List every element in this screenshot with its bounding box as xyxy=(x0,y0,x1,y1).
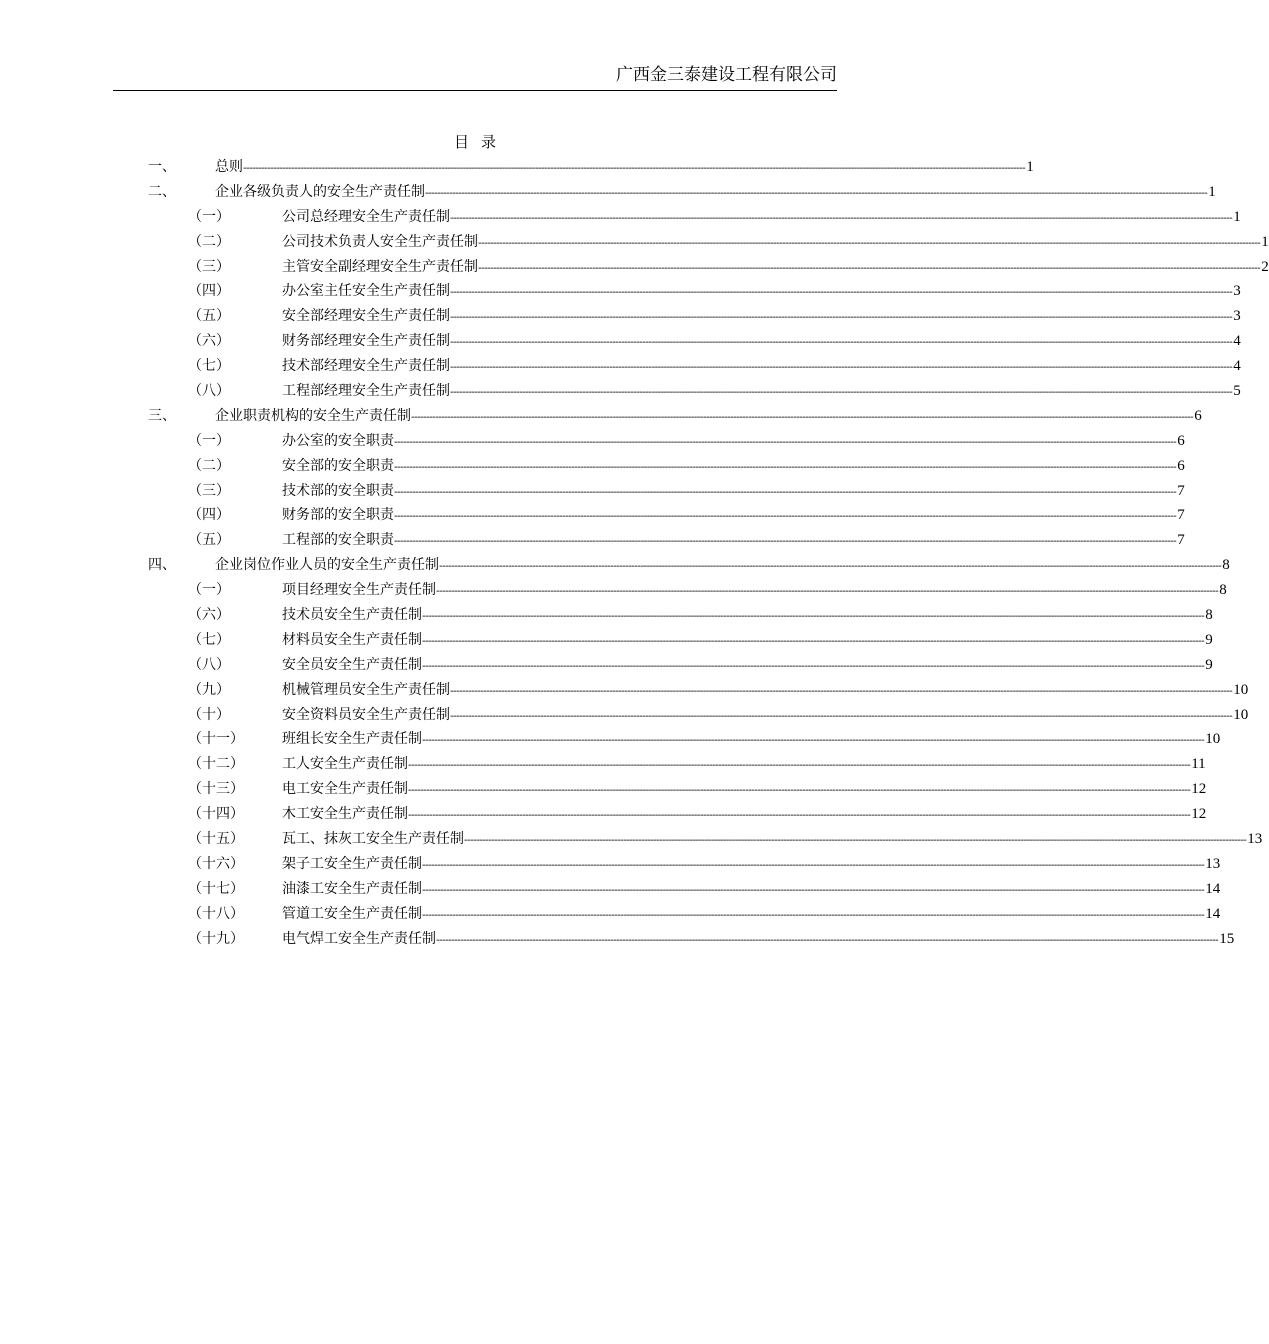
toc-entry-title: 财务部的安全职责 xyxy=(282,507,394,524)
toc-dot-leader: -------------------------------------------------------------------------------------------------------------------------------------------------------------------------------------------------------------------------------------------------------------------- xyxy=(243,163,1026,174)
toc-entry-title: 技术员安全生产责任制 xyxy=(282,607,422,624)
toc-entry-page-number: 1 xyxy=(1026,159,1034,175)
toc-entry[interactable] xyxy=(148,454,1185,479)
toc-dot-leader: -------------------------------------------------------------------------------------------------------------------------------------------------------------------------------------------------------------------------------------------------------------------- xyxy=(394,536,1177,548)
toc-entry[interactable] xyxy=(148,180,1216,205)
toc-dot-leader: -------------------------------------------------------------------------------------------------------------------------------------------------------------------------------------------------------------------------------------------------------------------- xyxy=(450,312,1233,324)
toc-dot-leader: -------------------------------------------------------------------------------------------------------------------------------------------------------------------------------------------------------------------------------------------------------------------- xyxy=(450,337,1233,349)
toc-entry-page-number: 15 xyxy=(1219,930,1235,947)
toc-entry-number: （七） xyxy=(188,358,230,375)
toc-entry[interactable] xyxy=(148,279,1241,304)
company-name: 广西金三泰建设工程有限公司 xyxy=(616,65,837,85)
toc-entry-number: 四、 xyxy=(148,557,176,574)
toc-entry[interactable] xyxy=(148,404,1202,429)
toc-entry-number: （十六） xyxy=(188,855,244,872)
toc-dot-leader: -------------------------------------------------------------------------------------------------------------------------------------------------------------------------------------------------------------------------------------------------------------------- xyxy=(422,859,1205,871)
toc-entry-number: （十） xyxy=(188,706,230,723)
toc-entry-page-number: 1 xyxy=(1233,208,1241,225)
toc-entry-number: （一） xyxy=(188,208,230,225)
toc-dot-leader: -------------------------------------------------------------------------------------------------------------------------------------------------------------------------------------------------------------------------------------------------------------------- xyxy=(422,611,1205,623)
toc-dot-leader: -------------------------------------------------------------------------------------------------------------------------------------------------------------------------------------------------------------------------------------------------------------------- xyxy=(478,237,1261,249)
toc-dot-leader: -------------------------------------------------------------------------------------------------------------------------------------------------------------------------------------------------------------------------------------------------------------------- xyxy=(450,362,1233,374)
toc-entry-page-number: 10 xyxy=(1233,706,1249,723)
toc-entry-page-number: 8 xyxy=(1222,557,1230,574)
toc-dot-leader: -------------------------------------------------------------------------------------------------------------------------------------------------------------------------------------------------------------------------------------------------------------------- xyxy=(450,212,1233,224)
toc-dot-leader: -------------------------------------------------------------------------------------------------------------------------------------------------------------------------------------------------------------------------------------------------------------------- xyxy=(439,561,1222,573)
toc-entry-page-number: 7 xyxy=(1177,507,1185,524)
toc-entry[interactable] xyxy=(148,802,1207,827)
toc-entry-number: （十二） xyxy=(188,756,244,773)
toc-entry[interactable] xyxy=(148,578,1227,603)
toc-entry-page-number: 14 xyxy=(1205,880,1221,897)
toc-entry[interactable] xyxy=(148,429,1185,454)
toc-entry-number: （五） xyxy=(188,308,230,325)
toc-entry-page-number: 5 xyxy=(1233,383,1241,400)
toc-entry[interactable] xyxy=(148,678,1249,703)
toc-entry-number: （八） xyxy=(188,383,230,400)
toc-entry-number: （四） xyxy=(188,507,230,524)
toc-entry[interactable] xyxy=(148,329,1241,354)
toc-entry-title: 办公室的安全职责 xyxy=(282,432,394,449)
toc-dot-leader: -------------------------------------------------------------------------------------------------------------------------------------------------------------------------------------------------------------------------------------------------------------------- xyxy=(422,909,1205,921)
toc-entry[interactable] xyxy=(148,653,1213,678)
toc-dot-leader: -------------------------------------------------------------------------------------------------------------------------------------------------------------------------------------------------------------------------------------------------------------------- xyxy=(411,411,1194,423)
toc-entry[interactable] xyxy=(148,379,1241,404)
toc-entry-page-number: 4 xyxy=(1233,333,1241,350)
toc-entry-title: 机械管理员安全生产责任制 xyxy=(282,681,450,698)
toc-entry-title: 项目经理安全生产责任制 xyxy=(282,582,436,599)
toc-entry-title: 安全员安全生产责任制 xyxy=(282,656,422,673)
toc-entry-page-number: 12 xyxy=(1191,806,1207,823)
toc-dot-leader: -------------------------------------------------------------------------------------------------------------------------------------------------------------------------------------------------------------------------------------------------------------------- xyxy=(450,710,1233,722)
toc-entry-title: 技术部的安全职责 xyxy=(282,482,394,499)
toc-entry-page-number: 11 xyxy=(1191,756,1206,773)
toc-title: 目录 xyxy=(453,133,508,151)
toc-entry[interactable] xyxy=(148,852,1221,877)
toc-entry-title: 主管安全副经理安全生产责任制 xyxy=(282,258,478,275)
toc-entry-page-number: 6 xyxy=(1177,457,1185,474)
table-of-contents xyxy=(148,155,1269,952)
toc-entry-title: 材料员安全生产责任制 xyxy=(282,631,422,648)
toc-entry-page-number: 8 xyxy=(1205,607,1213,624)
toc-entry-number: （八） xyxy=(188,656,230,673)
toc-entry-title: 管道工安全生产责任制 xyxy=(282,905,422,922)
toc-entry-number: （六） xyxy=(188,333,230,350)
toc-entry[interactable] xyxy=(148,155,1034,180)
toc-entry-page-number: 10 xyxy=(1233,681,1249,698)
toc-dot-leader: -------------------------------------------------------------------------------------------------------------------------------------------------------------------------------------------------------------------------------------------------------------------- xyxy=(408,810,1191,822)
toc-entry-title: 办公室主任安全生产责任制 xyxy=(282,283,450,300)
toc-entry[interactable] xyxy=(148,503,1185,528)
toc-entry-title: 油漆工安全生产责任制 xyxy=(282,880,422,897)
toc-entry-title: 公司技术负责人安全生产责任制 xyxy=(282,233,478,250)
toc-entry-title: 企业职责机构的安全生产责任制 xyxy=(215,407,411,424)
toc-entry-title: 安全部的安全职责 xyxy=(282,457,394,474)
toc-entry-page-number: 7 xyxy=(1177,482,1185,499)
toc-entry[interactable] xyxy=(148,927,1235,952)
toc-entry-number: （五） xyxy=(188,532,230,549)
toc-entry-page-number: 13 xyxy=(1205,855,1221,872)
toc-entry-title: 电气焊工安全生产责任制 xyxy=(282,930,436,947)
toc-entry[interactable] xyxy=(148,752,1206,777)
toc-entry-title: 工人安全生产责任制 xyxy=(282,756,408,773)
toc-entry-page-number: 6 xyxy=(1177,432,1185,449)
toc-entry-number: 二、 xyxy=(148,183,176,200)
toc-entry-number: （十七） xyxy=(188,880,244,897)
toc-entry-page-number: 1 xyxy=(1261,233,1269,250)
toc-entry-title: 安全部经理安全生产责任制 xyxy=(282,308,450,325)
toc-entry-page-number: 3 xyxy=(1233,308,1241,325)
toc-entry-number: （一） xyxy=(188,582,230,599)
toc-dot-leader: -------------------------------------------------------------------------------------------------------------------------------------------------------------------------------------------------------------------------------------------------------------------- xyxy=(408,760,1191,772)
toc-entry[interactable] xyxy=(148,727,1221,752)
toc-entry-page-number: 8 xyxy=(1219,582,1227,599)
toc-entry-page-number: 9 xyxy=(1205,656,1213,673)
toc-dot-leader: -------------------------------------------------------------------------------------------------------------------------------------------------------------------------------------------------------------------------------------------------------------------- xyxy=(394,511,1177,523)
toc-dot-leader: -------------------------------------------------------------------------------------------------------------------------------------------------------------------------------------------------------------------------------------------------------------------- xyxy=(394,461,1177,473)
toc-entry-number: （七） xyxy=(188,631,230,648)
toc-dot-leader: -------------------------------------------------------------------------------------------------------------------------------------------------------------------------------------------------------------------------------------------------------------------- xyxy=(422,660,1205,672)
toc-entry-number: （三） xyxy=(188,258,230,275)
toc-entry-number: （二） xyxy=(188,457,230,474)
toc-entry-number: （十三） xyxy=(188,781,244,798)
toc-entry-page-number: 1 xyxy=(1208,183,1216,200)
toc-entry-page-number: 10 xyxy=(1205,731,1221,748)
toc-entry-number: （九） xyxy=(188,681,230,698)
toc-entry-title: 瓦工、抹灰工安全生产责任制 xyxy=(282,831,464,848)
toc-entry-page-number: 7 xyxy=(1177,532,1185,549)
toc-dot-leader: -------------------------------------------------------------------------------------------------------------------------------------------------------------------------------------------------------------------------------------------------------------------- xyxy=(450,387,1233,399)
toc-dot-leader: -------------------------------------------------------------------------------------------------------------------------------------------------------------------------------------------------------------------------------------------------------------------- xyxy=(422,884,1205,896)
toc-entry[interactable] xyxy=(148,777,1207,802)
toc-entry-title: 安全资料员安全生产责任制 xyxy=(282,706,450,723)
toc-entry[interactable] xyxy=(148,528,1185,553)
toc-entry-page-number: 13 xyxy=(1247,831,1263,848)
toc-entry-title: 公司总经理安全生产责任制 xyxy=(282,208,450,225)
toc-dot-leader: -------------------------------------------------------------------------------------------------------------------------------------------------------------------------------------------------------------------------------------------------------------------- xyxy=(450,685,1233,697)
page-header xyxy=(113,64,837,91)
toc-entry-title: 企业各级负责人的安全生产责任制 xyxy=(215,183,425,200)
toc-entry[interactable] xyxy=(148,553,1230,578)
toc-entry-number: （十五） xyxy=(188,831,244,848)
toc-entry-title: 工程部经理安全生产责任制 xyxy=(282,383,450,400)
toc-entry-page-number: 12 xyxy=(1191,781,1207,798)
toc-entry-page-number: 9 xyxy=(1205,631,1213,648)
toc-entry-page-number: 3 xyxy=(1233,283,1241,300)
toc-entry[interactable] xyxy=(148,205,1241,230)
toc-entry[interactable] xyxy=(148,877,1221,902)
toc-entry-number: （四） xyxy=(188,283,230,300)
toc-entry-number: （六） xyxy=(188,607,230,624)
toc-dot-leader: -------------------------------------------------------------------------------------------------------------------------------------------------------------------------------------------------------------------------------------------------------------------- xyxy=(478,262,1261,274)
toc-dot-leader: -------------------------------------------------------------------------------------------------------------------------------------------------------------------------------------------------------------------------------------------------------------------- xyxy=(394,486,1177,498)
toc-entry-title: 班组长安全生产责任制 xyxy=(282,731,422,748)
toc-entry-number: （十九） xyxy=(188,930,244,947)
toc-entry[interactable] xyxy=(148,479,1185,504)
toc-entry-title: 财务部经理安全生产责任制 xyxy=(282,333,450,350)
toc-entry-title: 技术部经理安全生产责任制 xyxy=(282,358,450,375)
toc-entry-page-number: 4 xyxy=(1233,358,1241,375)
toc-dot-leader: -------------------------------------------------------------------------------------------------------------------------------------------------------------------------------------------------------------------------------------------------------------------- xyxy=(422,635,1205,647)
toc-entry-title: 电工安全生产责任制 xyxy=(282,781,408,798)
toc-entry-number: （十四） xyxy=(188,806,244,823)
toc-entry-number: （十一） xyxy=(188,731,244,748)
toc-entry[interactable] xyxy=(148,304,1241,329)
toc-entry-number: （一） xyxy=(188,432,230,449)
toc-dot-leader: -------------------------------------------------------------------------------------------------------------------------------------------------------------------------------------------------------------------------------------------------------------------- xyxy=(425,187,1208,199)
toc-dot-leader: -------------------------------------------------------------------------------------------------------------------------------------------------------------------------------------------------------------------------------------------------------------------- xyxy=(436,934,1219,946)
toc-entry[interactable] xyxy=(148,354,1241,379)
toc-entry-number: 三、 xyxy=(148,407,176,424)
toc-entry-title: 工程部的安全职责 xyxy=(282,532,394,549)
toc-entry-number: 一、 xyxy=(148,159,176,175)
toc-dot-leader: -------------------------------------------------------------------------------------------------------------------------------------------------------------------------------------------------------------------------------------------------------------------- xyxy=(408,785,1191,797)
toc-entry[interactable] xyxy=(148,902,1221,927)
toc-entry-number: （二） xyxy=(188,233,230,250)
toc-dot-leader: -------------------------------------------------------------------------------------------------------------------------------------------------------------------------------------------------------------------------------------------------------------------- xyxy=(422,735,1205,747)
toc-entry-title: 架子工安全生产责任制 xyxy=(282,855,422,872)
toc-entry-number: （十八） xyxy=(188,905,244,922)
toc-entry-title: 企业岗位作业人员的安全生产责任制 xyxy=(215,557,439,574)
toc-dot-leader: -------------------------------------------------------------------------------------------------------------------------------------------------------------------------------------------------------------------------------------------------------------------- xyxy=(394,436,1177,448)
toc-entry[interactable] xyxy=(148,827,1263,852)
toc-entry-title: 木工安全生产责任制 xyxy=(282,806,408,823)
toc-entry[interactable] xyxy=(148,230,1269,255)
toc-entry[interactable] xyxy=(148,603,1213,628)
toc-entry-title: 总则 xyxy=(215,159,243,175)
toc-dot-leader: -------------------------------------------------------------------------------------------------------------------------------------------------------------------------------------------------------------------------------------------------------------------- xyxy=(464,835,1247,847)
toc-entry-page-number: 6 xyxy=(1194,407,1202,424)
toc-dot-leader: -------------------------------------------------------------------------------------------------------------------------------------------------------------------------------------------------------------------------------------------------------------------- xyxy=(436,586,1219,598)
toc-entry[interactable] xyxy=(148,703,1249,728)
toc-dot-leader: -------------------------------------------------------------------------------------------------------------------------------------------------------------------------------------------------------------------------------------------------------------------- xyxy=(450,287,1233,299)
toc-entry[interactable] xyxy=(148,628,1213,653)
toc-entry-page-number: 2 xyxy=(1261,258,1269,275)
toc-entry-page-number: 14 xyxy=(1205,905,1221,922)
toc-entry-number: （三） xyxy=(188,482,230,499)
toc-entry[interactable] xyxy=(148,255,1269,280)
